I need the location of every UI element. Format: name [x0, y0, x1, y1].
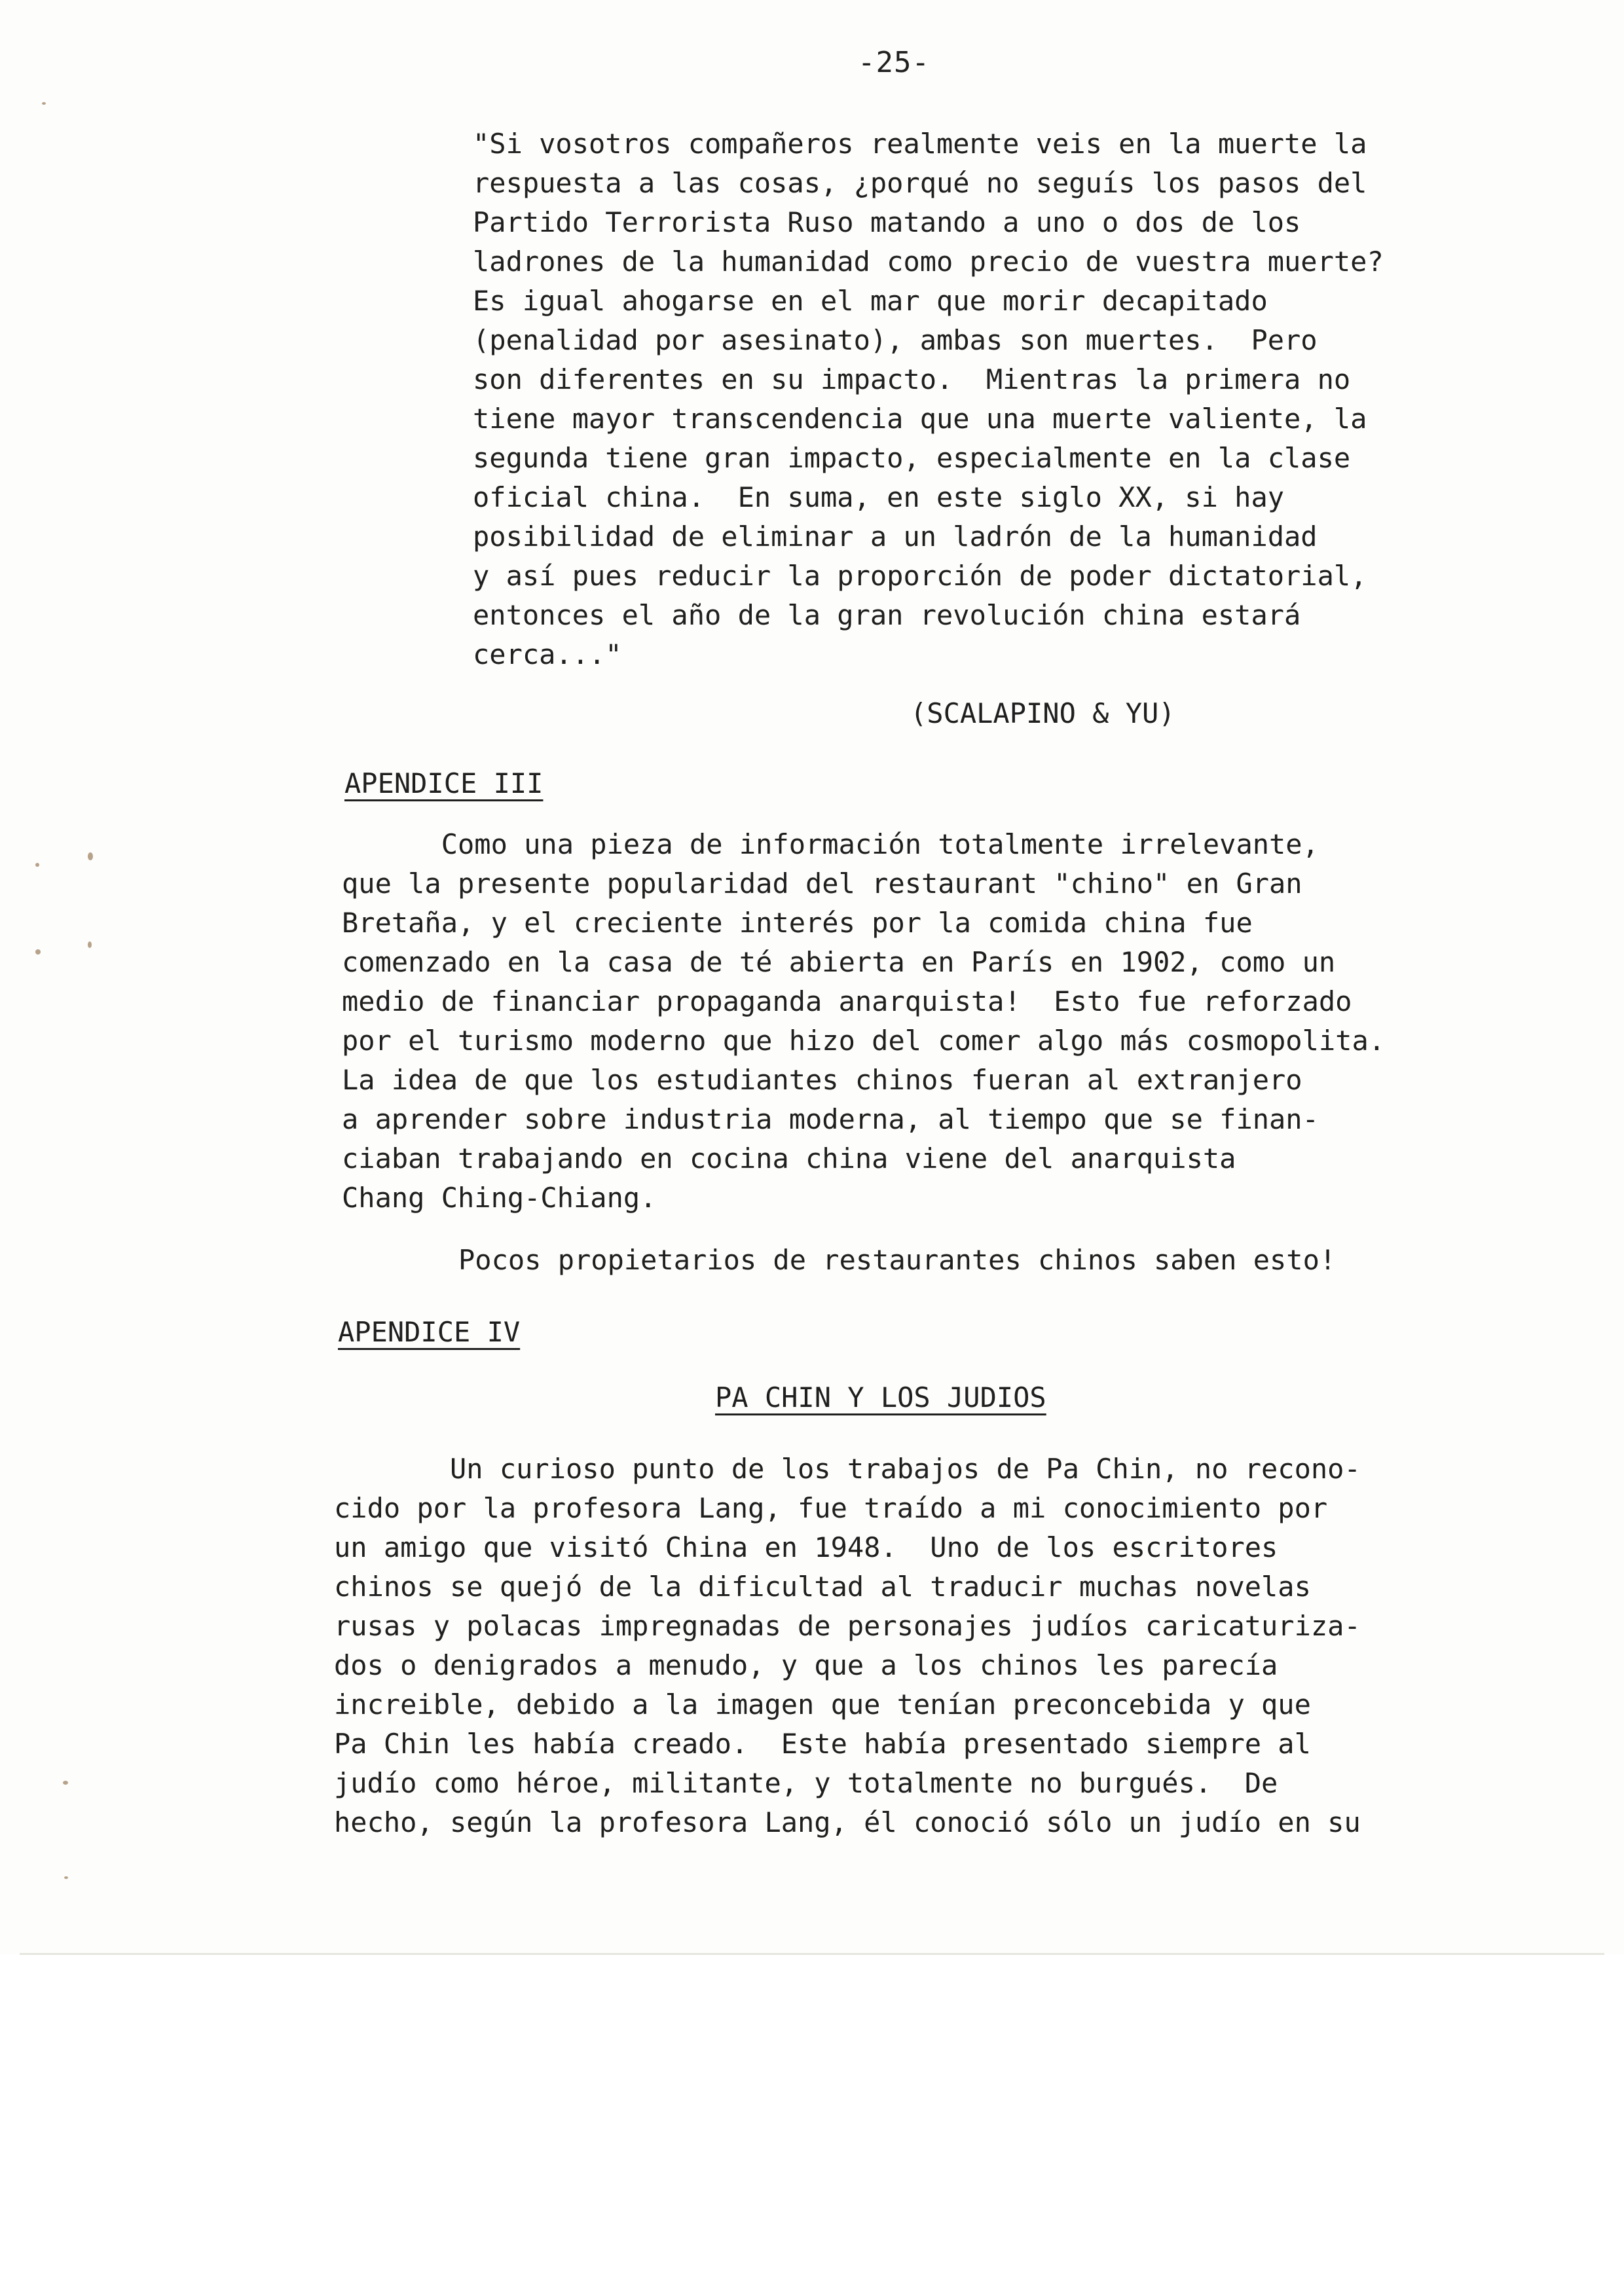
- appendix-3-paragraph-1: Como una pieza de información totalmente irrelevante, que la presente popularidad del restaurant "chino" en Gran Bretaña, y el creciente interés por la comida china fue comenzado en la casa de té abierta en París en 1902, como un medio de financiar propaganda anarquista! Esto fue reforzado por el turismo moderno que hizo del comer algo más cosmopolita. La idea de que los estudiantes chinos fueran al extranjero a aprender sobre industria moderna, al tiempo que se finan- ciaban trabajando en cocina china viene del anarquista Chang Ching-Chiang.: [342, 828, 1386, 1214]
- paper-speck: [42, 102, 46, 105]
- paper-speck: [63, 1781, 68, 1785]
- quote-citation: (SCALAPINO & YU): [910, 697, 1175, 729]
- paper-speck: [64, 1876, 68, 1879]
- page-number: -25-: [858, 46, 930, 79]
- appendix-3-heading: APENDICE III: [344, 767, 544, 799]
- appendix-3-paragraph-2: Pocos propietarios de restaurantes chinos saben esto!: [458, 1244, 1337, 1276]
- paper-speck: [35, 863, 39, 867]
- appendix-4-title: PA CHIN Y LOS JUDIOS: [715, 1381, 1046, 1413]
- paper-speck: [88, 852, 93, 860]
- page-edge: [20, 1953, 1604, 1955]
- paper-speck: [35, 949, 41, 955]
- quote-block: "Si vosotros compañeros realmente veis en la muerte la respuesta a las cosas, ¿porqué no seguís los pasos del Partido Terrorista Ruso matando a uno o dos de los ladrones de la humanidad como precio de vuestra muerte? Es igual ahogarse en el mar que morir decapitado (penalidad por asesinato), ambas son muertes. Pero son diferentes en su impacto. Mientras la primera no tiene mayor transcendencia que una muerte valiente, la segunda tiene gran impacto, especialmente en la clase oficial china. En suma, en este siglo XX, si hay posibilidad de eliminar a un ladrón de la humanidad y así pues reducir la proporción de poder dictatorial, entonces el año de la gran revolución china estará cerca...": [473, 128, 1384, 670]
- appendix-4-paragraph-1: Un curioso punto de los trabajos de Pa Chin, no recono- cido por la profesora Lang, fue traído a mi conocimiento por un amigo que visitó China en 1948. Uno de los escritores chinos se quejó de la dificultad al traducir muchas novelas rusas y polacas impregnadas de personajes judíos caricaturiza- dos o denigrados a menudo, y que a los chinos les parecía increible, debido a la imagen que tenían preconcebida y que Pa Chin les había creado. Este había presentado siempre al judío como héroe, militante, y totalmente no burgués. De hecho, según la profesora Lang, él conoció sólo un judío en su: [334, 1453, 1361, 1838]
- appendix-4-heading: APENDICE IV: [338, 1316, 521, 1348]
- paper-speck: [88, 941, 92, 948]
